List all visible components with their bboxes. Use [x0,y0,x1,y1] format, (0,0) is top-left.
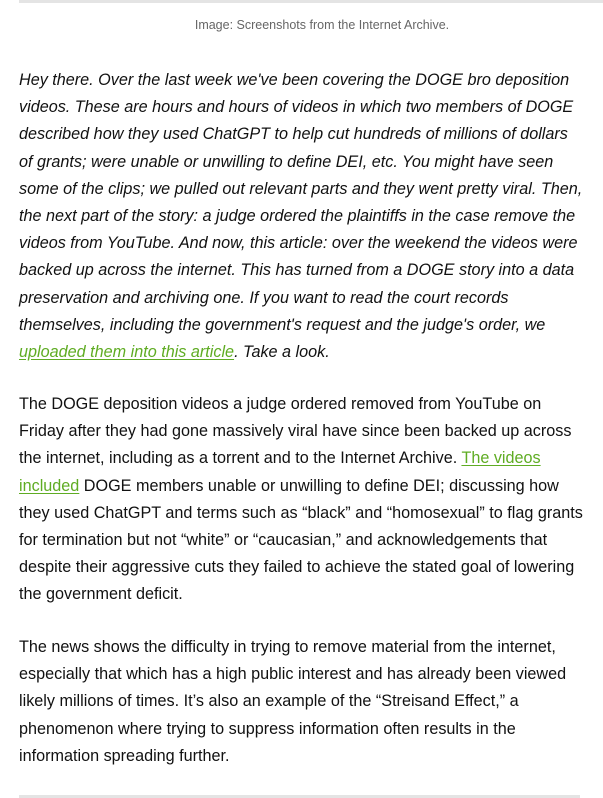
videos-included-link[interactable]: The videos included [19,449,541,495]
editor-note-text-before: Hey there. Over the last week we've been covering the DOGE bro deposition videos. These are hours and hours of videos in which two members of DOGE described how they used ChatGPT to help cut hundreds of millions of dollars of grants; were unable or unwilling to define DEI, etc. You might have seen some of the clips; we pulled out relevant parts and they went pretty viral. Then, the next part of the story: a judge ordered the plaintiffs in the case remove the videos from YouTube. And now, this article: over the weekend the videos were backed up across the internet. This has turned from a DOGE story into a data preservation and archiving one. If you want to read the court records themselves, including the government's request and the judge's order, we [19,71,583,334]
image-caption: Image: Screenshots from the Internet Archive. [194,18,450,32]
article-paragraph-2: The news shows the difficulty in trying to remove material from the internet, especially that which has a high public interest and has already been viewed likely millions of times. It’s also an example of the “Streisand Effect,” a phenomenon where trying to suppress information often results in the information spreading further. [19,638,567,765]
paragraph-1-text-after: DOGE members unable or unwilling to define DEI; discussing how they used ChatGPT and terms such as “black” and “homosexual” to flag grants for termination but not “white” or “caucasian,” and acknowledgements that despite their aggressive cuts they failed to achieve the stated goal of lowering the government deficit. [19,476,583,604]
paragraph-1-text-before: The DOGE deposition videos a judge ordered removed from YouTube on Friday after they had gone massively viral have since been backed up across the internet, including as a torrent and to the Internet Archive. [19,395,572,468]
article-paragraph-1 [19,391,585,609]
editor-note-paragraph [19,67,585,366]
editor-note-text-after: . Take a look. [234,343,330,362]
court-records-link[interactable]: uploaded them into this article [19,343,235,362]
top-divider [19,0,603,3]
